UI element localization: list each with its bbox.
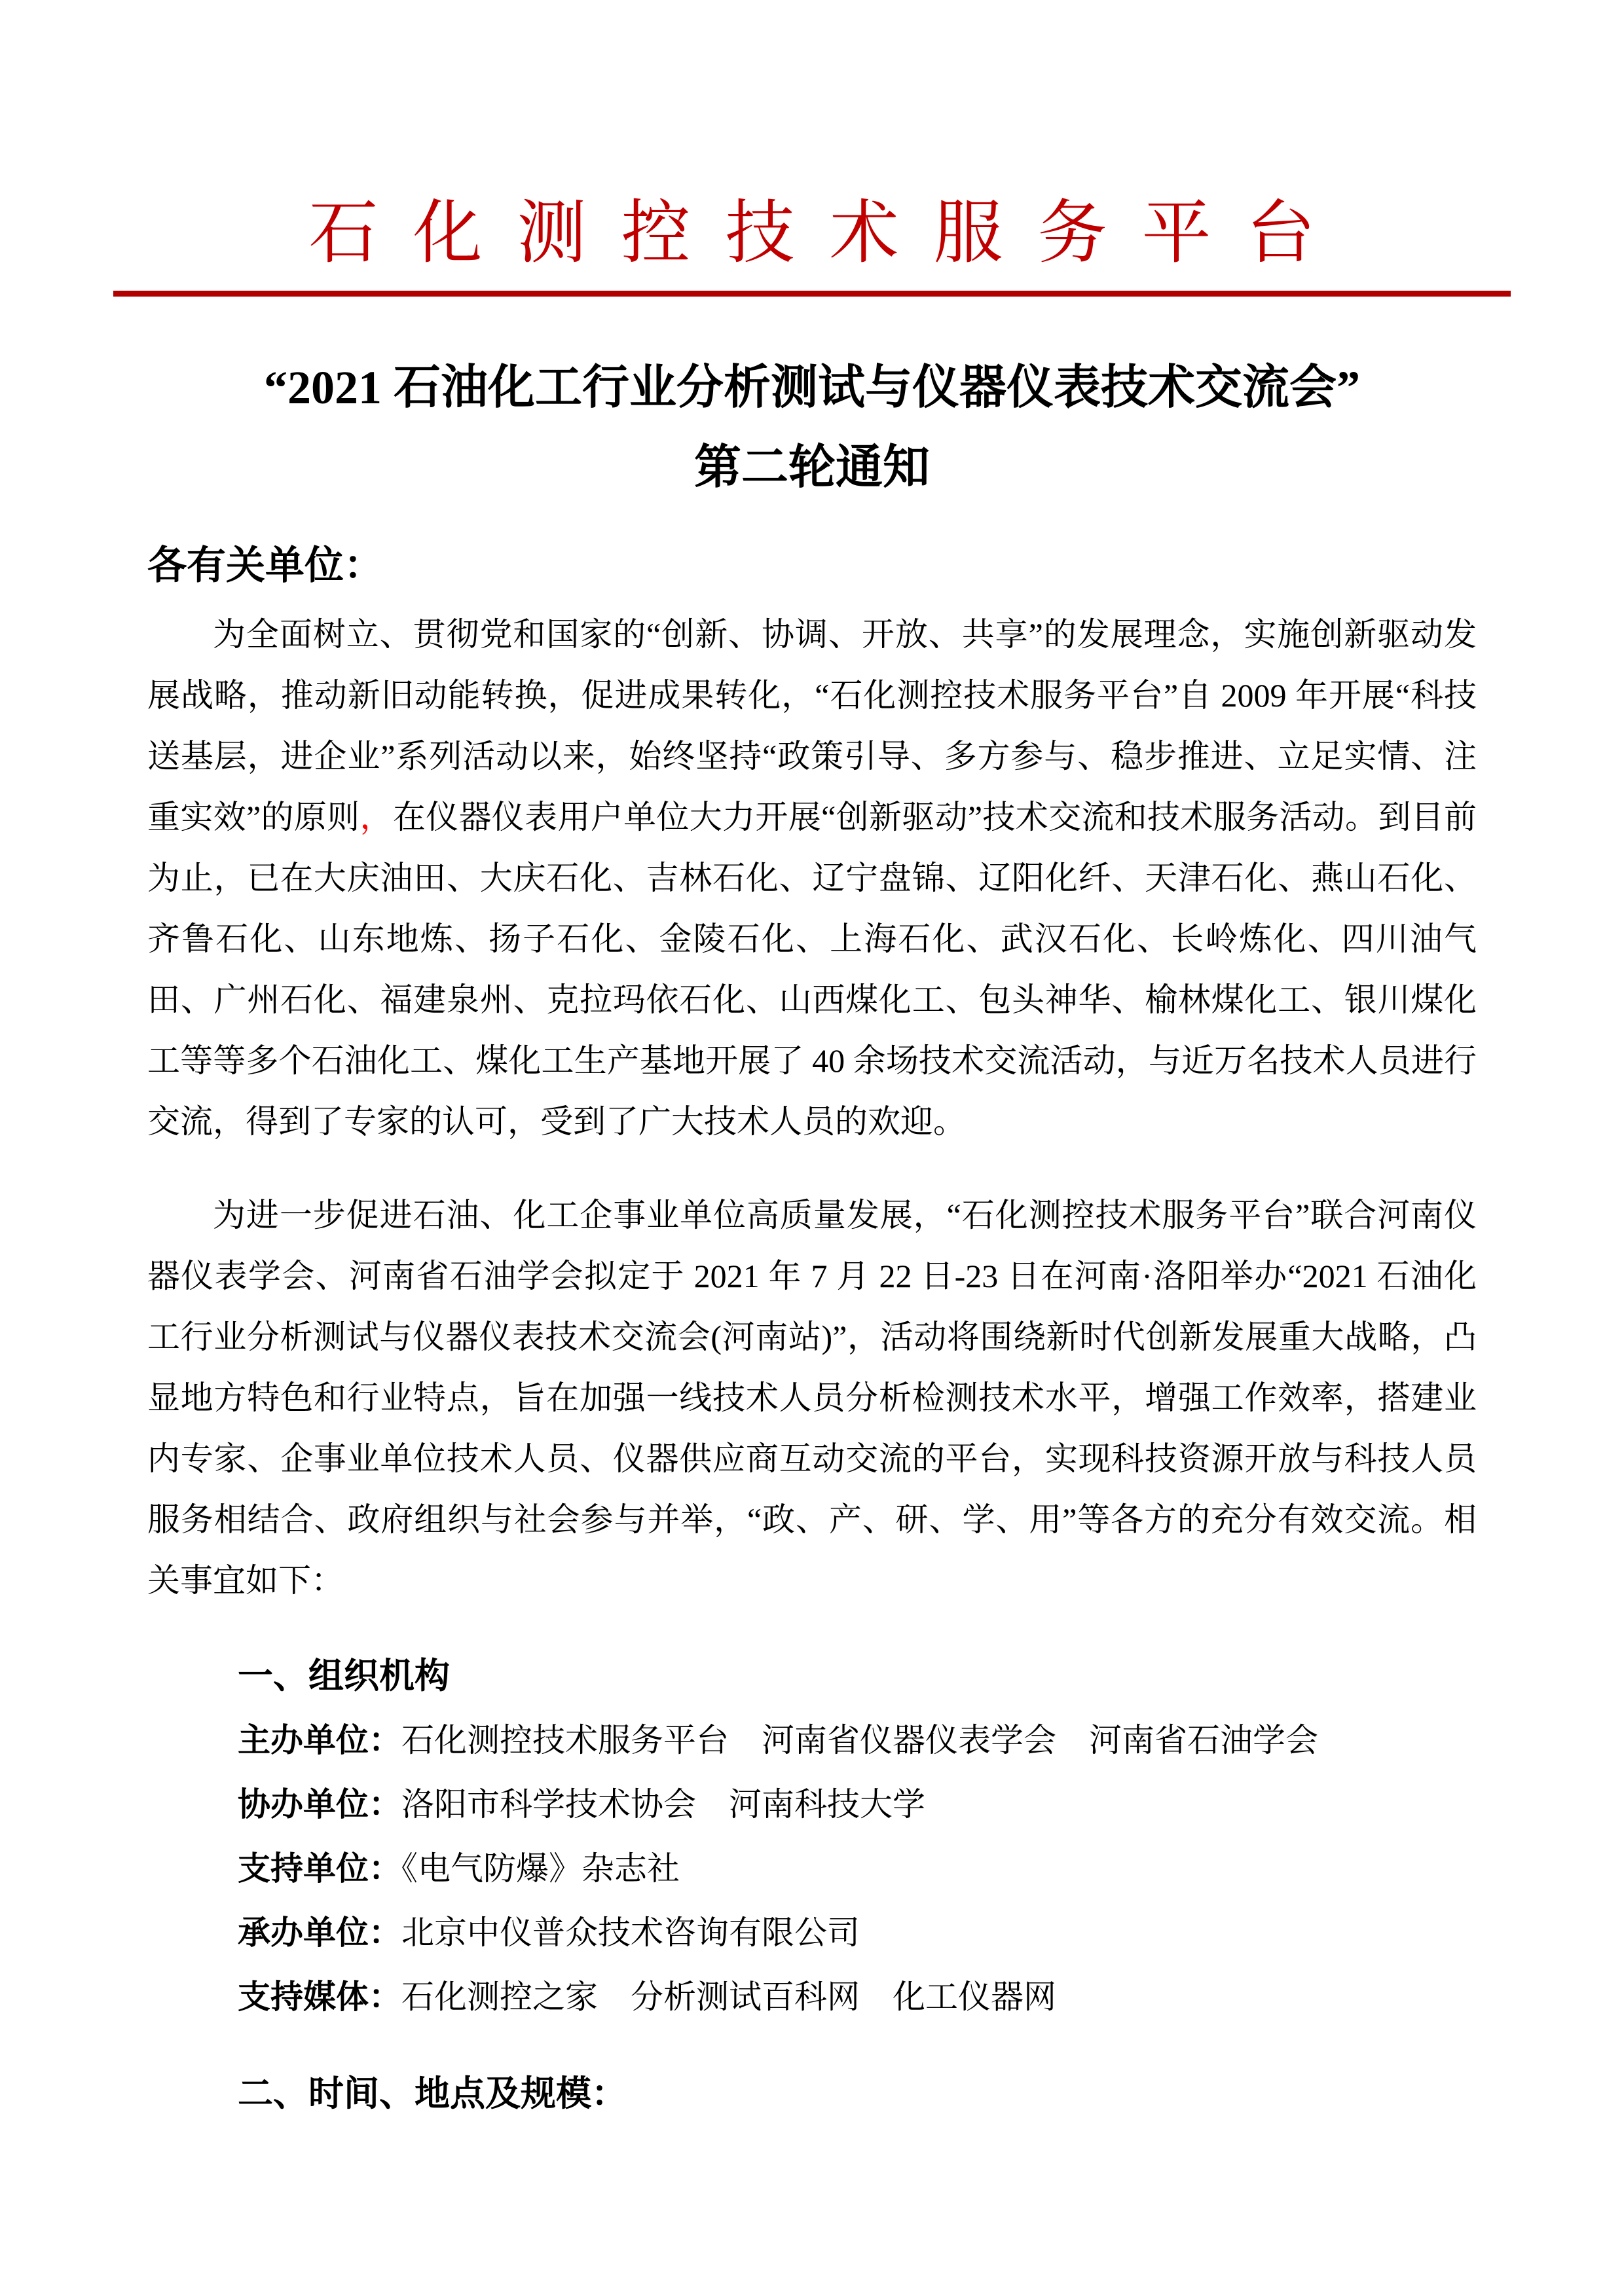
- red-divider-rule: [113, 291, 1511, 297]
- org-value-supporting-unit: 《电气防爆》杂志社: [401, 1850, 680, 1887]
- org-label-host: 主办单位：: [238, 1721, 401, 1758]
- org-label-supporting-media: 支持媒体：: [238, 1978, 401, 2015]
- paragraph-1: [147, 604, 1477, 1152]
- org-label-supporting-unit: 支持单位：: [238, 1850, 401, 1887]
- org-value-undertaker: 北京中仪普众技术咨询有限公司: [401, 1914, 860, 1951]
- notice-title-line1: “2021 石油化工行业分析测试与仪器仪表技术交流会”: [263, 361, 1360, 414]
- org-label-co-organizer: 协办单位：: [238, 1785, 401, 1823]
- section-2-heading: 二、时间、地点及规模：: [238, 2073, 627, 2113]
- section-1-heading: 一、组织机构: [238, 1656, 450, 1696]
- paragraph-1-after: 在仪器仪表用户单位大力开展“创新驱动”技术交流和技术服务活动。到目前为止，已在大庆油田、大庆石化、吉林石化、辽宁盘锦、辽阳化纤、天津石化、燕山石化、齐鲁石化、山东地炼、扬子石化、金陵石化、上海石化、武汉石化、长岭炼化、四川油气田、广州石化、福建泉州、克拉玛依石化、山西煤化工、包头神华、榆林煤化工、银川煤化工等等多个石油化工、煤化工生产基地开展了 40 余场技术交流活动，与近万名技术人员进行交流，得到了专家的认可，受到了广大技术人员的欢迎。: [147, 798, 1477, 1140]
- org-row-co-organizer: [238, 1772, 1477, 1836]
- organization-section: [147, 1644, 1477, 2126]
- org-row-host: [238, 1708, 1477, 1772]
- notice-title-line2: 第二轮通知: [693, 441, 930, 494]
- paragraph-2: 为进一步促进石油、化工企事业单位高质量发展，“石化测控技术服务平台”联合河南仪器仪表学会、河南省石油学会拟定于 2021 年 7 月 22 日-23 日在河南·洛阳举办“2021 石油化工行业分析测试与仪器仪表技术交流会(河南站)”，活动将围绕新时代创新发展重大战略，凸显地方特色和行业特点，旨在加强一线技术人员分析检测技术水平，增强工作效率，搭建业内专家、企事业单位技术人员、仪器供应商互动交流的平台，实现科技资源开放与科技人员服务相结合、政府组织与社会参与并举，“政、产、研、学、用”等各方的充分有效交流。相关事宜如下：: [147, 1196, 1477, 1599]
- salutation: 各有关单位：: [147, 543, 383, 587]
- org-row-undertaker: [238, 1901, 1477, 1965]
- org-value-co-organizer: 洛阳市科学技术协会 河南科技大学: [401, 1785, 925, 1823]
- paragraph-1-before: 为全面树立、贯彻党和国家的“创新、协调、开放、共享”的发展理念，实施创新驱动发展战略，推动新旧动能转换，促进成果转化，“石化测控技术服务平台”自 2009 年开展“科技送基层，进企业”系列活动以来，始终坚持“政策引导、多方参与、稳步推进、立足实情、注重实效”的原则: [147, 615, 1477, 835]
- paragraph-1-red-comma: ，: [360, 798, 393, 835]
- org-value-supporting-media: 石化测控之家 分析测试百科网 化工仪器网: [401, 1978, 1056, 2015]
- org-row-supporting-media: [238, 1965, 1477, 2029]
- org-row-supporting-unit: [238, 1836, 1477, 1901]
- org-value-host: 石化测控技术服务平台 河南省仪器仪表学会 河南省石油学会: [401, 1721, 1318, 1758]
- org-label-undertaker: 承办单位：: [238, 1914, 401, 1951]
- banner-title: 石化测控技术服务平台: [308, 195, 1350, 272]
